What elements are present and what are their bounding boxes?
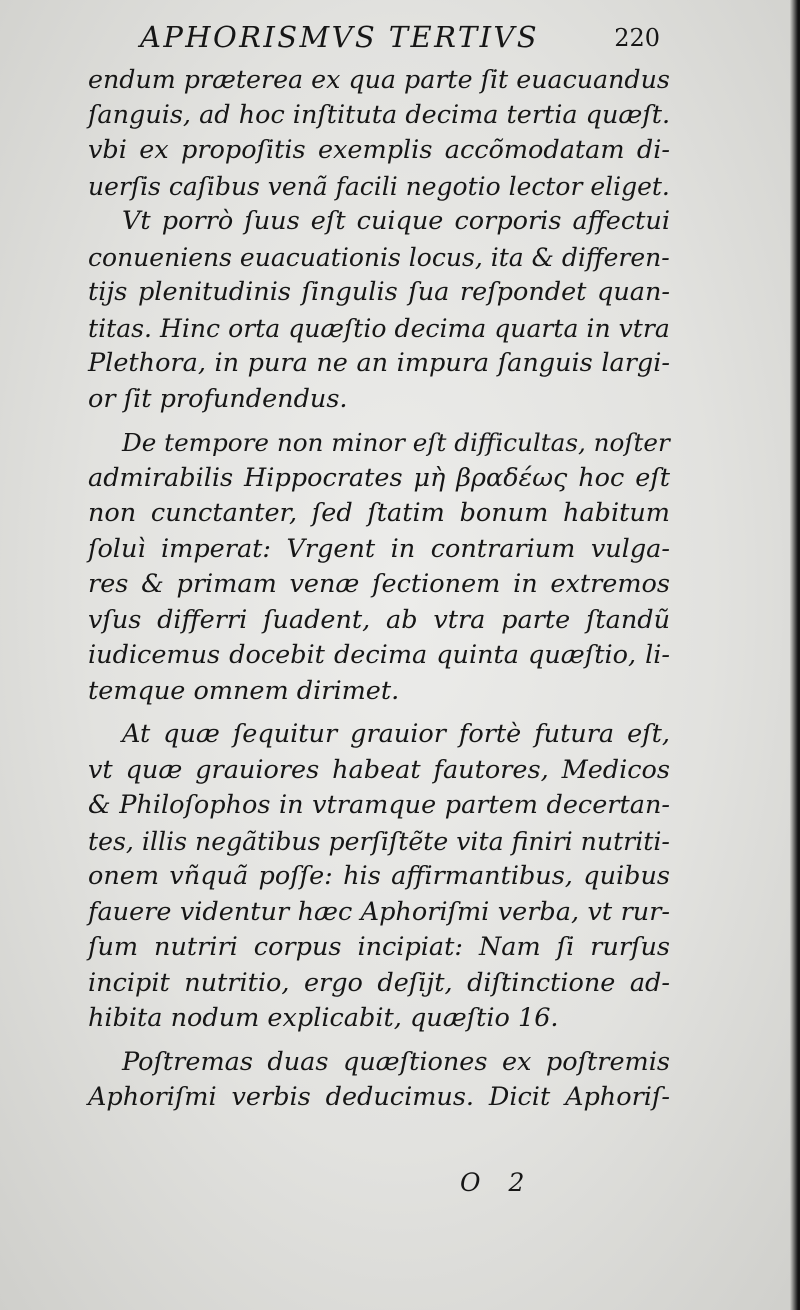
text-line: titas. Hinc orta quæſtio decima quarta in vtra [88,313,670,343]
text-line: fauere videntur hæc Aphoriſmi verba, vt rur- [88,896,671,927]
text-line: temque omnem dirimet. [88,675,400,706]
text-line: conueniens euacuationis locus, ita & differen- [88,242,670,272]
text-line: Plethora, in pura ne an impura ſanguis largi- [88,348,670,378]
text-line: uerſis caſibus venã facili negotio lector eliget. [88,171,670,201]
text-line: At quæ ſequitur grauior fortè futura eſt, [122,719,670,749]
text-line: hibita nodum explicabit, quæſtio 16. [88,1003,559,1033]
text-line: or ſit profundendus. [88,383,348,414]
text-line: non cunctanter, ſed ſtatim bonum habitum [88,498,670,528]
text-line: tijs plenitudinis ſingulis ſua reſpondet quan- [88,277,670,307]
text-line: ſoluì imperat: Vrgent in contrarium vulga- [88,533,670,564]
text-line: ſum nutriri corpus incipiat: Nam ſi rurſus [88,932,670,962]
text-line: iudicemus docebit decima quinta quæſtio, li- [88,640,671,670]
text-line: Vt porrò ſuus eſt cuique corporis affectui [122,206,671,236]
text-line: & Philoſophos in vtramque partem decertan- [88,790,670,820]
page-number: 220 [614,24,660,52]
text-line: res & primam venæ ſectionem in extremos [88,569,670,599]
text-line: Poſtremas duas quæſtiones ex poſtremis [122,1046,670,1077]
text-line: tes, illis negãtibus perſiſtẽte vita finiri nutriti- [88,826,670,856]
text-line: admirabilis Hippocrates μὴ βραδέως hoc eſt [88,462,670,493]
text-line: onem vñquã poſſe: his affirmantibus, quibus [88,861,670,891]
signature-mark: O 2 [460,1168,535,1197]
text-line: vbi ex propoſitis exemplis accõmodatam di- [88,135,670,165]
text-line: incipit nutritio, ergo deſijt, diſtinctione ad- [88,967,670,998]
text-line: endum præterea ex qua parte ſit euacuandus [88,65,670,94]
text-line: vſus differri ſuadent, ab vtra parte ſtandũ [88,604,670,635]
page-edge-shadow [790,0,800,1310]
page-header [140,20,660,60]
body-text [88,62,670,1116]
text-line: De tempore non minor eſt difficultas, noſter [122,428,670,457]
text-line: ſanguis, ad hoc inſtituta decima tertia quæſt. [88,99,671,130]
text-line: vt quæ grauiores habeat fautores, Medicos [88,754,670,785]
text-line: Aphoriſmi verbis deducimus. Dicit Aphoriſ- [88,1082,670,1112]
running-title: APHORISMVS TERTIVS [140,20,540,54]
